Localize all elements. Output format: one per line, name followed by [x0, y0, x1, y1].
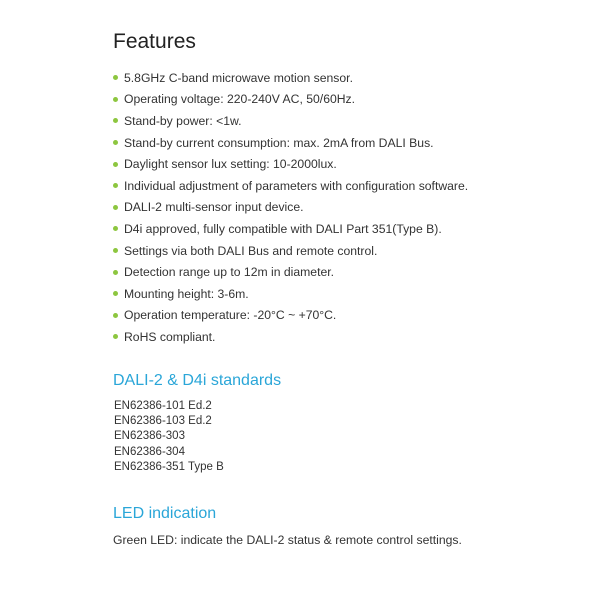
standards-heading: DALI-2 & D4i standards — [113, 372, 282, 389]
standard-item: EN62386-103 Ed.2 — [114, 415, 212, 428]
bullet-icon — [113, 140, 118, 145]
bullet-icon — [113, 270, 118, 275]
feature-text: 5.8GHz C-band microwave motion sensor. — [124, 70, 353, 85]
led-heading: LED indication — [113, 505, 217, 522]
feature-item — [113, 89, 468, 111]
feature-item — [113, 283, 468, 305]
feature-item — [113, 218, 468, 240]
feature-item — [113, 175, 468, 197]
bullet-icon — [113, 183, 118, 188]
standard-item: EN62386-303 — [114, 430, 185, 443]
feature-item — [113, 153, 468, 175]
feature-item — [113, 305, 468, 327]
bullet-icon — [113, 226, 118, 231]
feature-text: Settings via both DALI Bus and remote control. — [124, 243, 378, 258]
features-list — [113, 67, 468, 348]
led-description: Green LED: indicate the DALI-2 status & remote control settings. — [113, 533, 462, 547]
feature-item — [113, 110, 468, 132]
standard-item: EN62386-304 — [114, 445, 185, 458]
feature-item — [113, 240, 468, 262]
bullet-icon — [113, 313, 118, 318]
feature-item — [113, 197, 468, 219]
feature-item — [113, 67, 468, 89]
bullet-icon — [113, 334, 118, 339]
feature-text: Individual adjustment of parameters with configuration software. — [124, 178, 469, 193]
feature-text: Daylight sensor lux setting: 10-2000lux. — [124, 157, 337, 172]
feature-text: Stand-by power: <1w. — [124, 113, 242, 128]
feature-text: Mounting height: 3-6m. — [124, 286, 249, 301]
feature-text: Operation temperature: -20°C ~ +70°C. — [124, 308, 337, 323]
feature-item — [113, 132, 468, 154]
bullet-icon — [113, 205, 118, 210]
bullet-icon — [113, 162, 118, 167]
feature-item — [113, 326, 468, 348]
bullet-icon — [113, 97, 118, 102]
feature-text: RoHS compliant. — [124, 329, 216, 344]
bullet-icon — [113, 248, 118, 253]
standards-list — [114, 399, 224, 475]
feature-text: DALI-2 multi-sensor input device. — [124, 200, 304, 215]
feature-text: Operating voltage: 220-240V AC, 50/60Hz. — [124, 92, 356, 107]
bullet-icon — [113, 291, 118, 296]
standard-item: EN62386-351 Type B — [114, 460, 224, 473]
bullet-icon — [113, 75, 118, 80]
standard-item: EN62386-101 Ed.2 — [114, 400, 212, 412]
features-heading: Features — [113, 30, 196, 53]
feature-text: D4i approved, fully compatible with DALI Part 351(Type B). — [124, 221, 442, 236]
feature-text: Detection range up to 12m in diameter. — [124, 265, 335, 280]
bullet-icon — [113, 118, 118, 123]
feature-item — [113, 261, 468, 283]
feature-text: Stand-by current consumption: max. 2mA from DALI Bus. — [124, 135, 434, 150]
